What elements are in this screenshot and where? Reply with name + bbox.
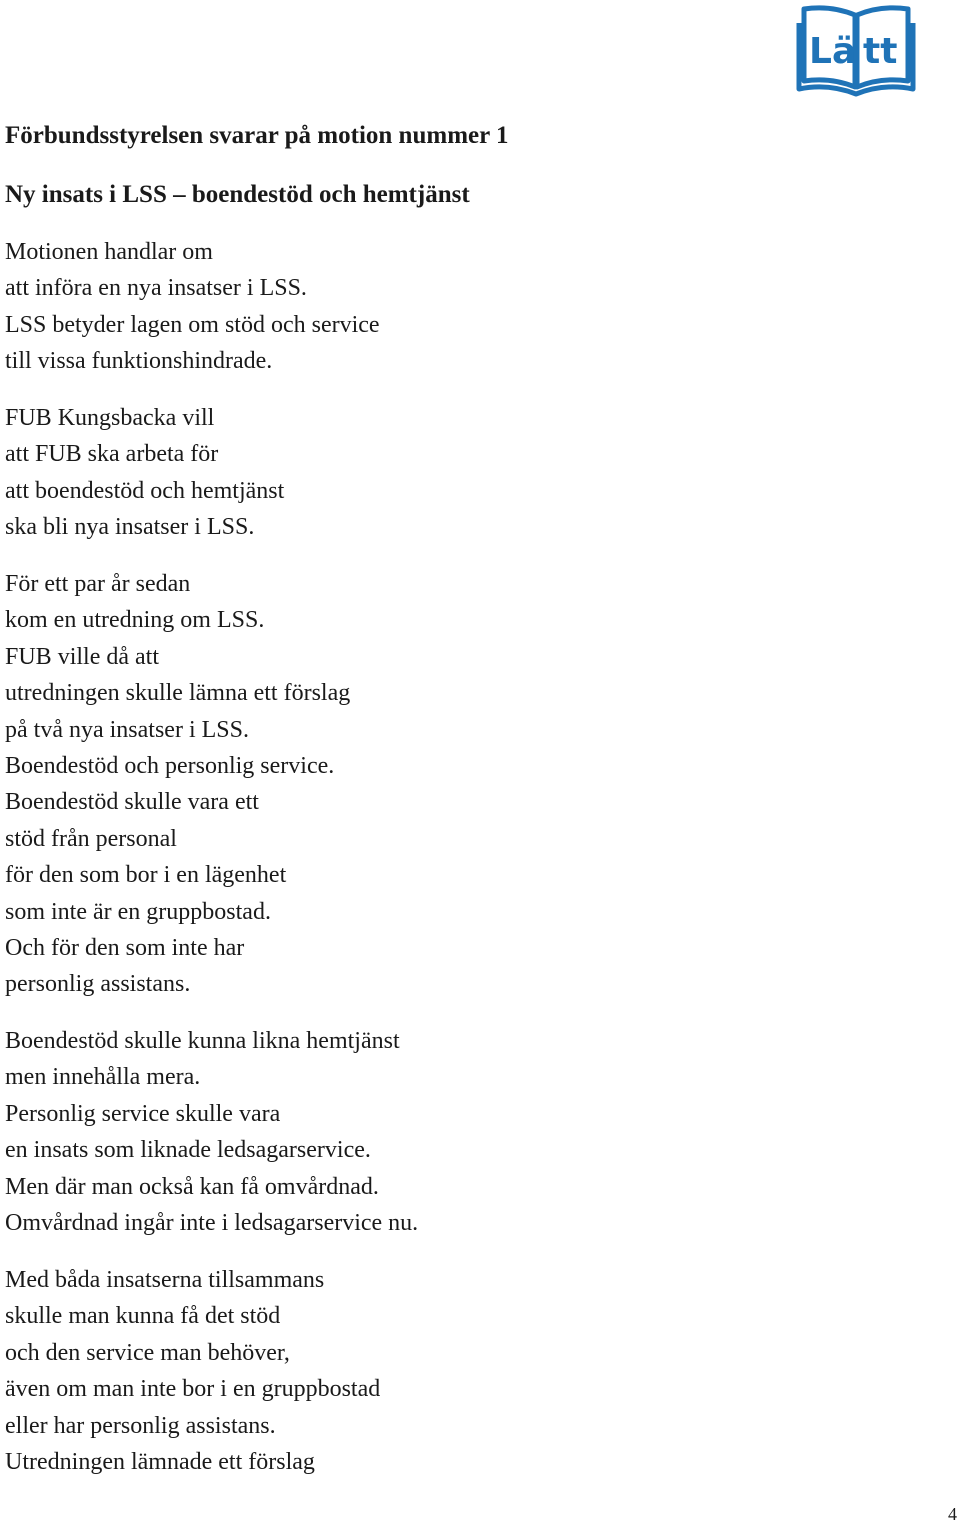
text-line: att införa en nya insatser i LSS. <box>5 275 307 302</box>
text-line: som inte är en gruppbostad. <box>5 898 271 925</box>
text-line: och den service man behöver, <box>5 1339 290 1366</box>
text-line: en insats som liknade ledsagarservice. <box>5 1137 371 1164</box>
text-line: Med båda insatserna tillsammans <box>5 1267 325 1293</box>
text-line: LSS betyder lagen om stöd och service <box>5 311 380 338</box>
logo-text-right: tt <box>863 31 898 72</box>
page-number: 4 <box>948 1504 957 1524</box>
page-subtitle: Ny insats i LSS – boendestöd och hemtjänst <box>5 181 470 208</box>
text-line: på två nya insatser i LSS. <box>5 716 249 743</box>
text-line: men innehålla mera. <box>5 1064 201 1091</box>
text-line: FUB ville då att <box>5 643 159 670</box>
text-line: Omvårdnad ingår inte i ledsagarservice nu. <box>5 1209 419 1236</box>
text-line: För ett par år sedan <box>5 571 191 597</box>
text-line: Boendestöd skulle kunna likna hemtjänst <box>5 1028 400 1054</box>
text-line: även om man inte bor i en gruppbostad <box>5 1376 381 1403</box>
text-line: att FUB ska arbeta för <box>5 441 219 468</box>
text-line: stöd från personal <box>5 825 177 852</box>
text-line: Men där man också kan få omvårdnad. <box>5 1173 379 1200</box>
text-line: för den som bor i en lägenhet <box>5 862 287 889</box>
text-line: Boendestöd och personlig service. <box>5 752 335 779</box>
text-line: utredningen skulle lämna ett förslag <box>5 680 351 707</box>
text-line: Och för den som inte har <box>5 934 245 961</box>
text-line: ska bli nya insatser i LSS. <box>5 514 255 541</box>
latt-logo <box>795 3 917 97</box>
paragraph <box>5 1262 380 1480</box>
text-line: eller har personlig assistans. <box>5 1412 276 1439</box>
text-line: skulle man kunna få det stöd <box>5 1303 281 1330</box>
paragraph <box>5 1023 418 1241</box>
text-line: Boendestöd skulle vara ett <box>5 789 259 816</box>
text-line: Personlig service skulle vara <box>5 1100 281 1127</box>
paragraph <box>5 400 284 546</box>
text-line: FUB Kungsbacka vill <box>5 405 215 431</box>
logo-text-left: Lä <box>809 31 857 72</box>
text-line: personlig assistans. <box>5 971 191 998</box>
page-title: Förbundsstyrelsen svarar på motion nummer 1 <box>5 122 509 149</box>
text-line: kom en utredning om LSS. <box>5 607 265 634</box>
paragraph <box>5 566 350 1003</box>
text-line: Utredningen lämnade ett förslag <box>5 1448 315 1475</box>
text-line: att boendestöd och hemtjänst <box>5 477 285 504</box>
paragraph <box>5 234 380 380</box>
text-line: Motionen handlar om <box>5 239 213 265</box>
text-line: till vissa funktionshindrade. <box>5 348 273 375</box>
